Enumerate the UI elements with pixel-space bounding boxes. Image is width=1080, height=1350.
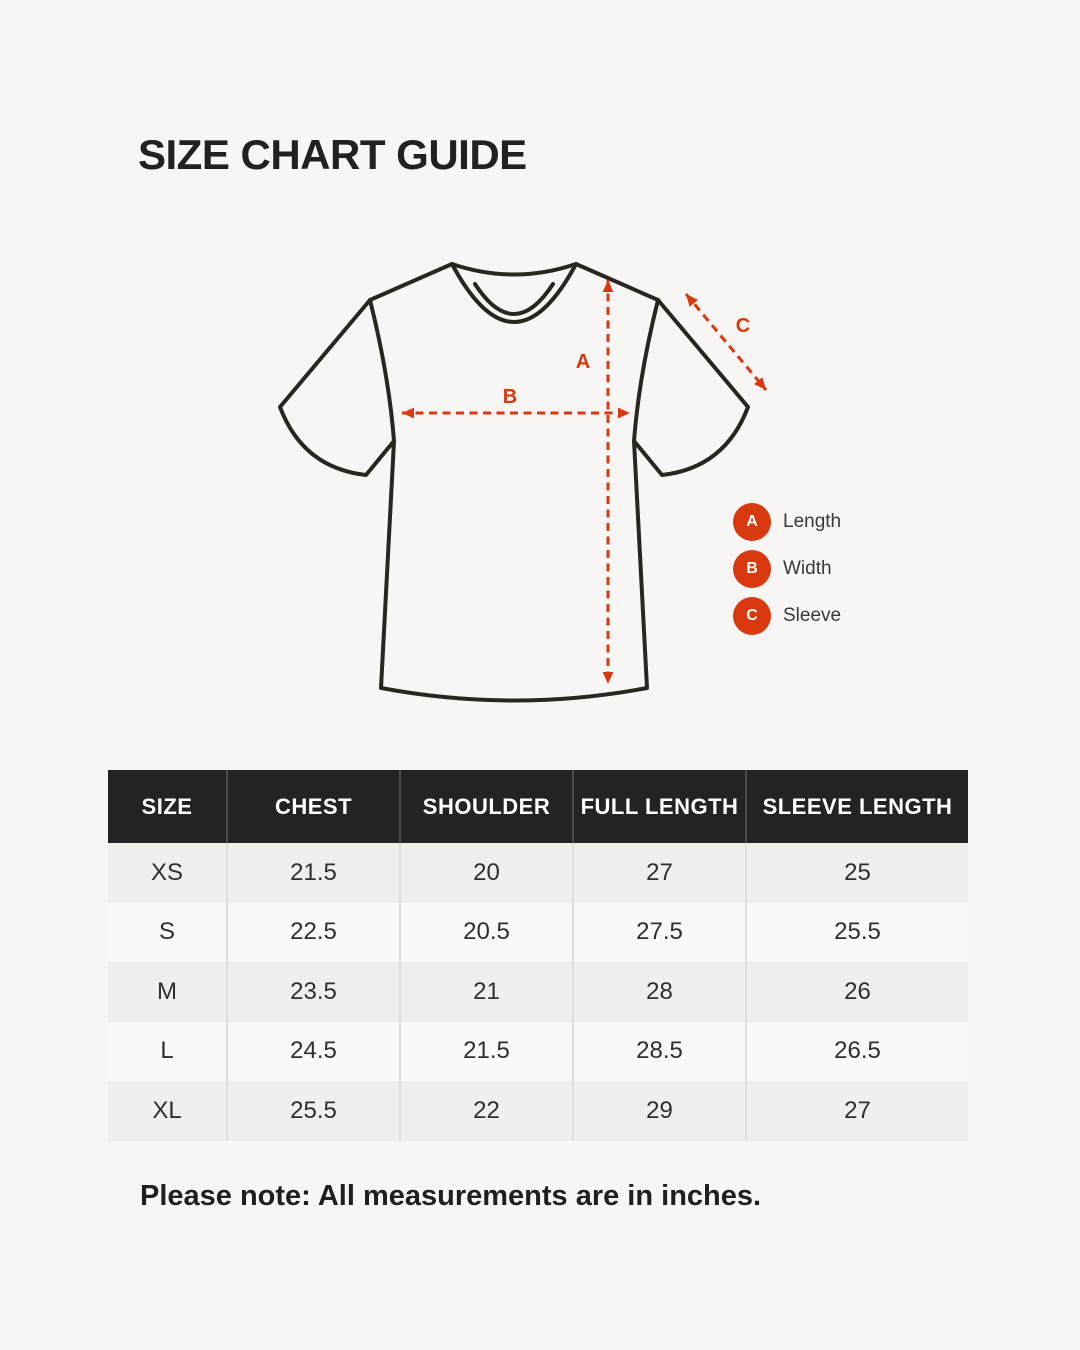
legend-marker-c-icon: C	[733, 597, 771, 635]
cell-sleeve-length: 26	[746, 962, 968, 1022]
cell-full-length: 28.5	[573, 1022, 746, 1082]
legend-label-length: Length	[783, 511, 842, 532]
table-row-l	[108, 1022, 968, 1082]
cell-chest: 25.5	[227, 1081, 400, 1141]
tshirt-silhouette	[280, 264, 751, 701]
header-cell-chest: CHEST	[227, 770, 400, 843]
cell-sleeve-length: 25.5	[746, 903, 968, 963]
cell-size: L	[160, 1037, 174, 1065]
header-cell-shoulder: SHOULDER	[400, 770, 573, 843]
legend-marker-a-icon: A	[733, 503, 771, 541]
tshirt-outline	[280, 264, 751, 701]
cell-size: M	[157, 977, 177, 1005]
header-cell-size: SIZE	[108, 770, 227, 843]
cell-sleeve-length: 27	[746, 1081, 968, 1141]
left-armhole-seam	[370, 300, 394, 441]
size-table-header-row	[108, 770, 968, 843]
cell-full-length: 29	[573, 1081, 746, 1141]
table-row-m	[108, 962, 968, 1022]
header-cell-full-length: FULL LENGTH	[573, 770, 746, 843]
cell-size: XL	[152, 1096, 182, 1124]
cell-full-length: 27.5	[573, 903, 746, 963]
cell-chest: 22.5	[227, 903, 400, 963]
measurement-legend	[733, 503, 841, 644]
cell-shoulder: 22	[400, 1081, 573, 1141]
cell-chest: 24.5	[227, 1022, 400, 1082]
legend-marker-b-icon: B	[733, 550, 771, 588]
measurement-arrows	[402, 280, 766, 684]
width-arrow-label: B	[502, 386, 518, 408]
table-row-xs	[108, 843, 968, 903]
size-table	[108, 770, 968, 1141]
measurement-note: Please note: All measurements are in inches.	[140, 1180, 762, 1212]
table-row-s	[108, 903, 968, 963]
cell-shoulder: 20.5	[400, 903, 573, 963]
cell-shoulder: 21.5	[400, 1022, 573, 1082]
cell-size: XS	[150, 858, 183, 886]
legend-item-sleeve	[733, 597, 841, 635]
right-armhole-seam	[634, 300, 658, 441]
sleeve-arrow-label: C	[735, 315, 751, 337]
cell-size: S	[158, 918, 175, 946]
cell-full-length: 27	[573, 843, 746, 903]
legend-label-sleeve: Sleeve	[783, 605, 842, 626]
legend-label-width: Width	[783, 558, 832, 579]
cell-sleeve-length: 25	[746, 843, 968, 903]
header-cell-sleeve-length: SLEEVE LENGTH	[746, 770, 968, 843]
table-row-xl	[108, 1081, 968, 1141]
cell-chest: 21.5	[227, 843, 400, 903]
legend-item-length	[733, 503, 841, 541]
cell-sleeve-length: 26.5	[746, 1022, 968, 1082]
tshirt-diagram	[270, 250, 800, 730]
length-arrow-label: A	[575, 351, 591, 373]
sleeve-arrow	[686, 294, 766, 390]
cell-shoulder: 21	[400, 962, 573, 1022]
cell-chest: 23.5	[227, 962, 400, 1022]
legend-item-width	[733, 550, 841, 588]
cell-shoulder: 20	[400, 843, 573, 903]
cell-full-length: 28	[573, 962, 746, 1022]
page-title: SIZE CHART GUIDE	[138, 131, 527, 178]
